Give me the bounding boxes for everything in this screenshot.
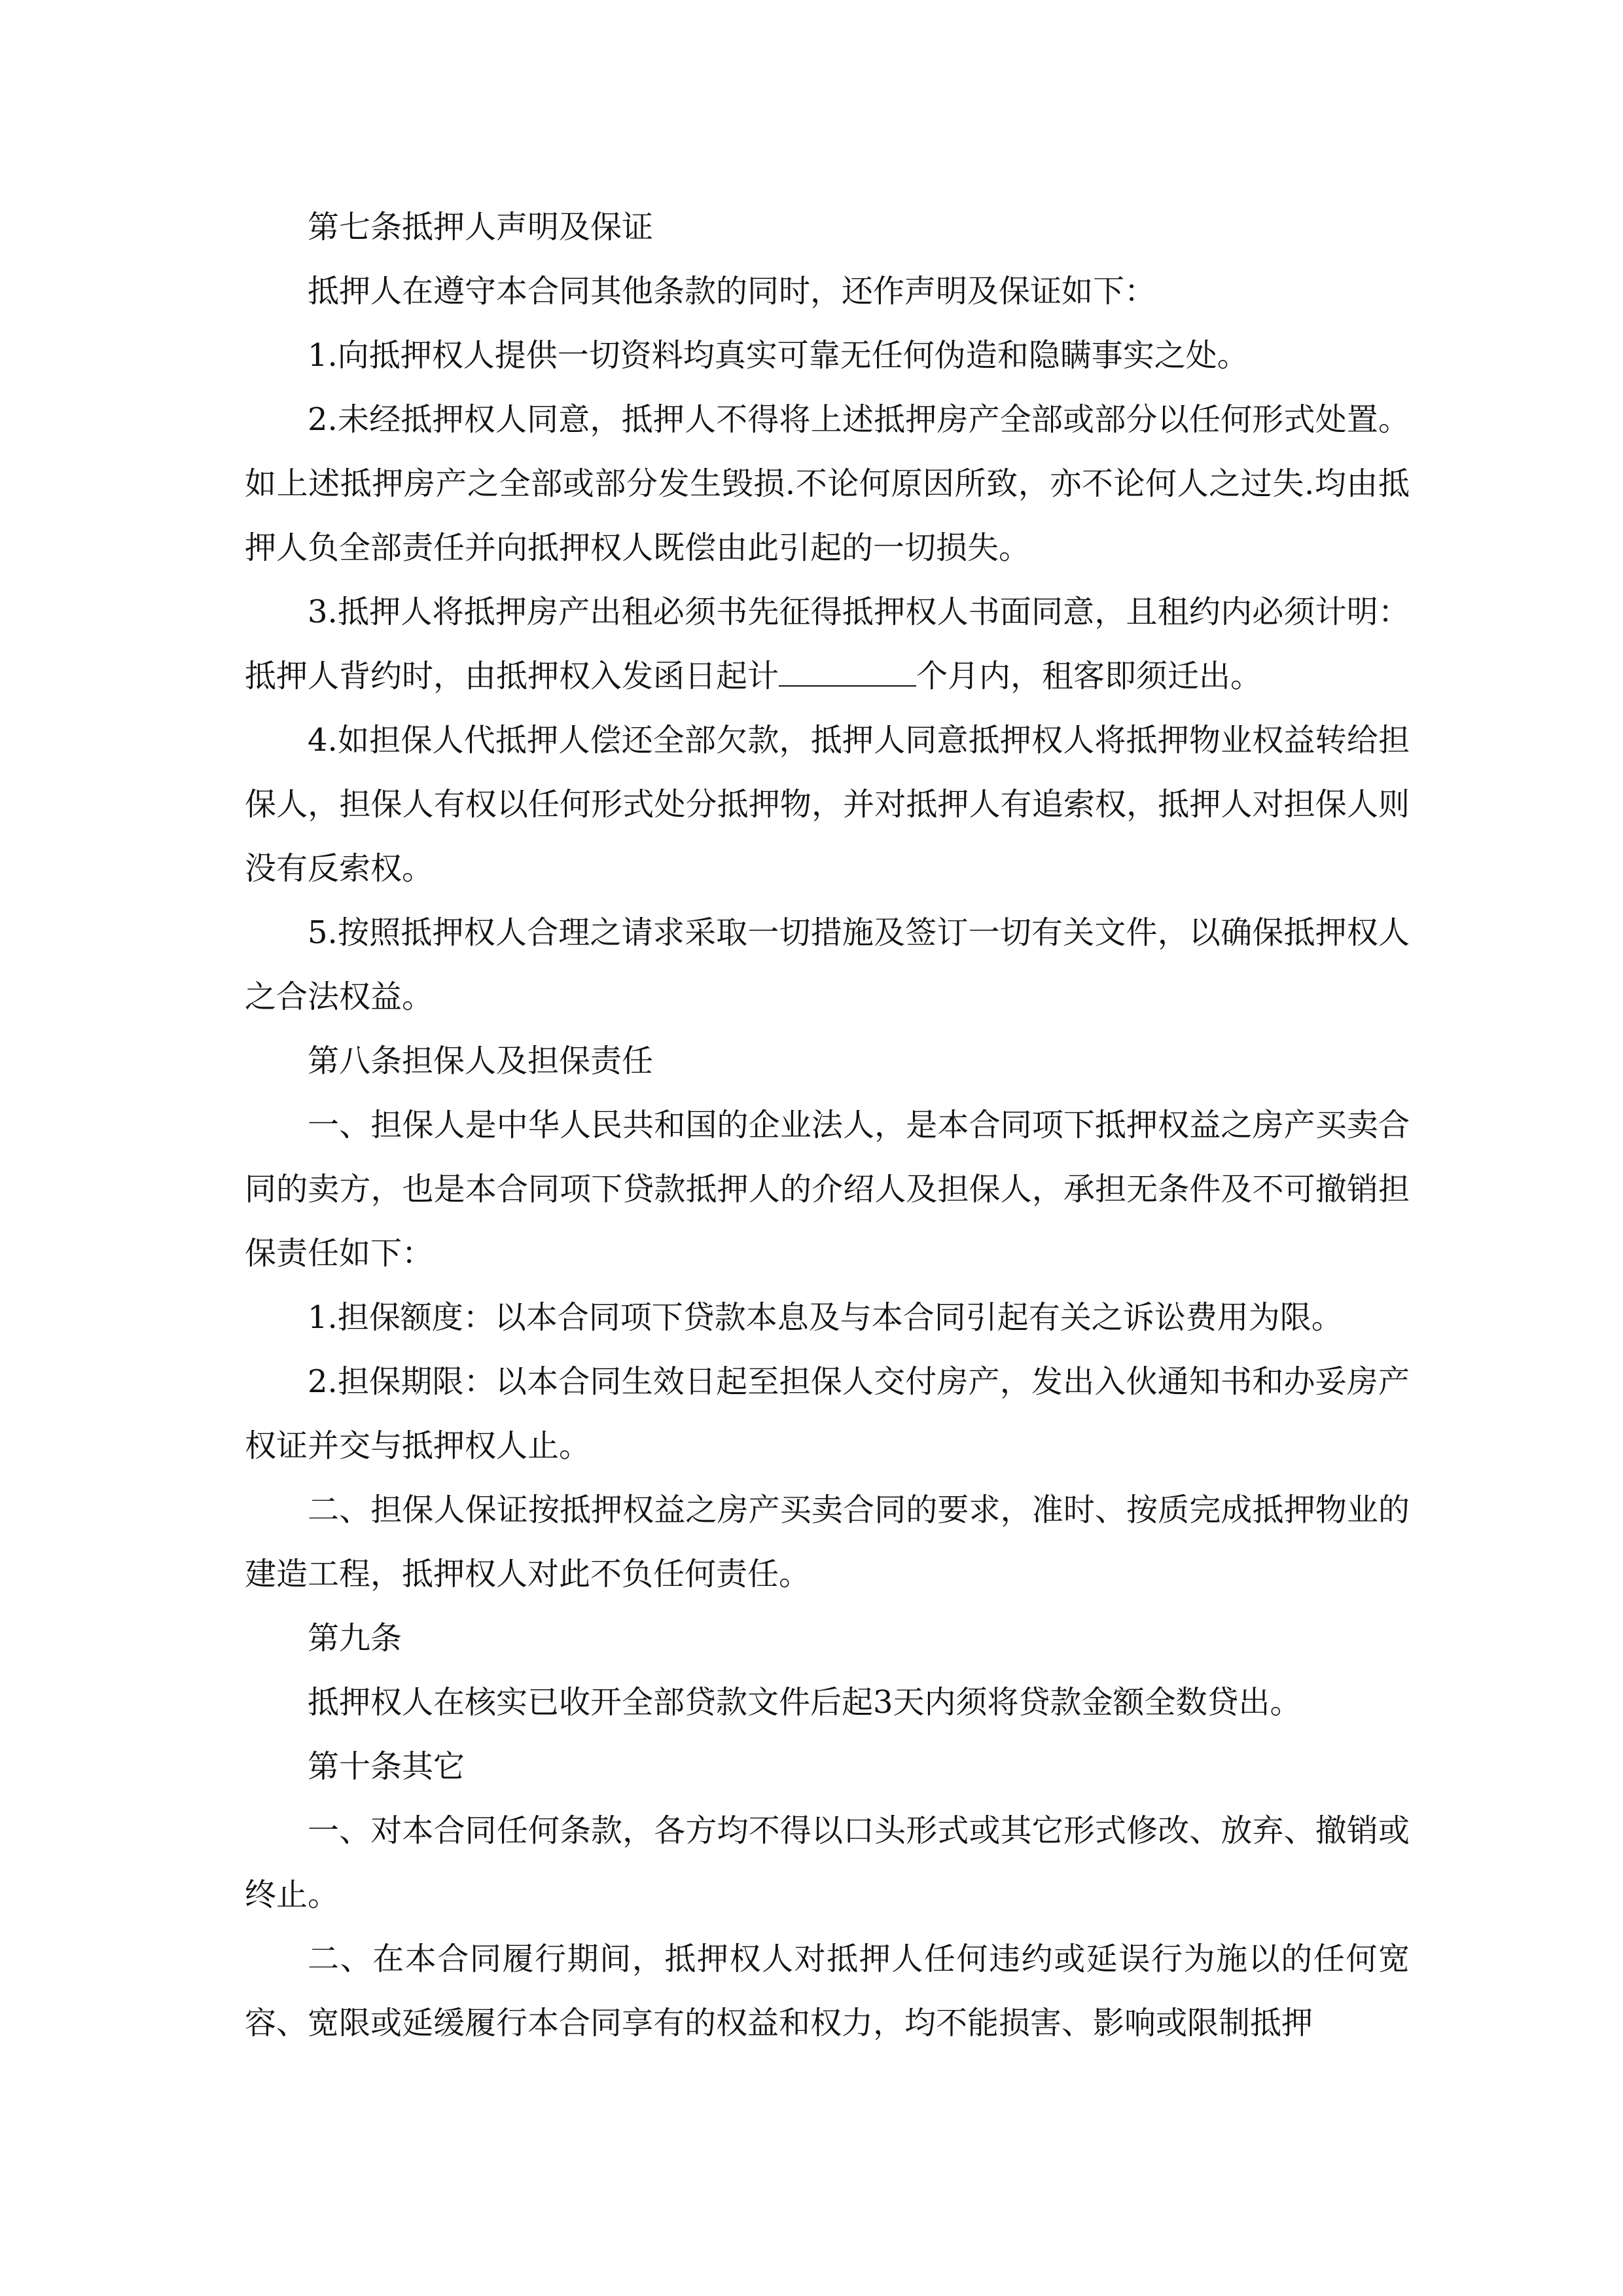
clause-8-part-2: 二、担保人保证按抵押权益之房产买卖合同的要求，准时、按质完成抵押物业的建造工程，抵押权人对此不负任何责任。 (245, 1492, 1410, 1592)
clause-8-heading: 第八条担保人及担保责任 (308, 1043, 654, 1079)
clause-8-item-1: 1.担保额度：以本合同项下贷款本息及与本合同引起有关之诉讼费用为限。 (308, 1299, 1343, 1336)
document-body (245, 195, 1410, 2055)
clause-8-part-1: 一、担保人是中华人民共和国的企业法人，是本合同项下抵押权益之房产买卖合同的卖方，也是本合同项下贷款抵押人的介绍人及担保人，承担无条件及不可撤销担保责任如下： (245, 1107, 1410, 1272)
clause-7-heading: 第七条抵押人声明及保证 (308, 209, 654, 245)
clause-10-heading: 第十条其它 (308, 1748, 465, 1785)
clause-9-text: 抵押权人在核实已收开全部贷款文件后起3天内须将贷款金额全数贷出。 (308, 1684, 1302, 1721)
clause-7-item-5: 5.按照抵押权人合理之请求采取一切措施及签订一切有关文件，以确保抵押权人之合法权益。 (245, 914, 1410, 1015)
clause-7-item-3 (245, 580, 1410, 708)
clause-7-item-1: 1.向抵押权人提供一切资料均真实可靠无任何伪造和隐瞒事实之处。 (308, 337, 1249, 374)
clause-7-item-3-text-before: 3.抵押人将抵押房产出租必须书先征得抵押权人书面同意，且租约内必须计明：抵押人背约时，由抵押权入发函日起计 (245, 594, 1410, 694)
clause-7-item-4: 4.如担保人代抵押人偿还全部欠款，抵押人同意抵押权人将抵押物业权益转给担保人，担保人有权以任何形式处分抵押物，并对抵押人有追索权，抵押人对担保人则没有反索权。 (245, 722, 1410, 887)
clause-10-part-2: 二、在本合同履行期间，抵押权人对抵押人任何违约或延误行为施以的任何宽容、宽限或延缓履行本合同享有的权益和权力，均不能损害、影响或限制抵押 (245, 1941, 1410, 2041)
clause-7-item-2: 2.未经抵押权人同意，抵押人不得将上述抵押房产全部或部分以任何形式处置。如上述抵押房产之全部或部分发生毁损.不论何原因所致，亦不论何人之过失.均由抵押人负全部责任并向抵押权人既偿由此引起的一切损失。 (245, 401, 1410, 566)
clause-7-item-3-text-after: 个月内，租客即须迁出。 (916, 658, 1262, 694)
clause-8-item-2: 2.担保期限：以本合同生效日起至担保人交付房产，发出入伙通知书和办妥房产权证并交与抵押权人止。 (245, 1363, 1410, 1464)
fill-in-blank-line (779, 659, 916, 687)
clause-10-part-1: 一、对本合同任何条款，各方均不得以口头形式或其它形式修改、放弃、撤销或终止。 (245, 1812, 1410, 1913)
clause-9-heading: 第九条 (308, 1620, 402, 1657)
clause-7-intro: 抵押人在遵守本合同其他条款的同时，还作声明及保证如下： (308, 273, 1156, 310)
